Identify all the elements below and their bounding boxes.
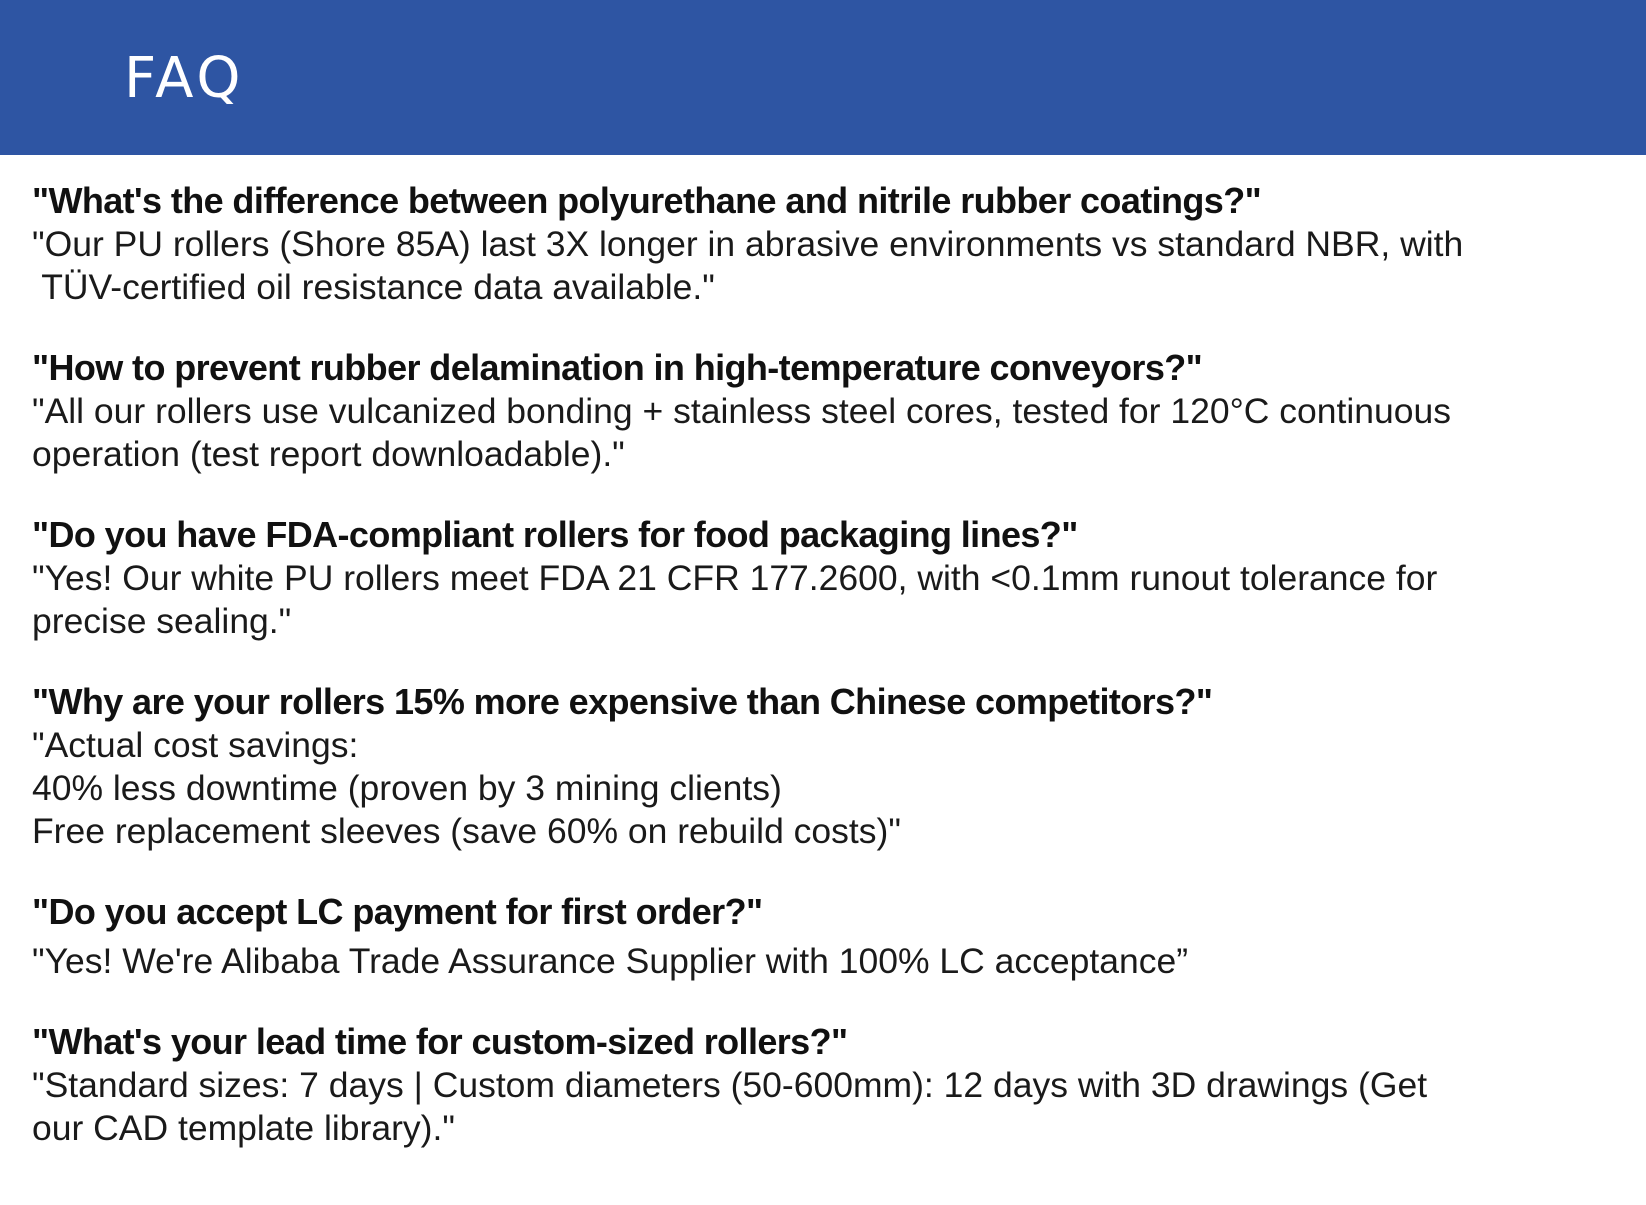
- faq-answer-line: "All our rollers use vulcanized bonding + stainless steel cores, tested for 120°C continuous: [32, 391, 1451, 431]
- faq-item-lc-payment: [32, 889, 1622, 983]
- faq-item-fda-compliance: [32, 512, 1622, 643]
- faq-question: "Do you accept LC payment for first order?": [32, 891, 763, 932]
- faq-answer-line: "Yes! We're Alibaba Trade Assurance Supplier with 100% LC acceptance”: [32, 941, 1189, 981]
- faq-item-pu-vs-nbr: [32, 178, 1622, 309]
- faq-list: [32, 178, 1622, 1186]
- faq-question: "What's your lead time for custom-sized rollers?": [32, 1021, 848, 1062]
- faq-answer-line: 40% less downtime (proven by 3 mining clients): [32, 768, 782, 808]
- faq-answer-line: "Yes! Our white PU rollers meet FDA 21 CFR 177.2600, with <0.1mm runout tolerance for: [32, 558, 1438, 598]
- faq-answer-line: precise sealing.": [32, 601, 292, 641]
- page-title: FAQ: [124, 46, 245, 111]
- faq-answer-line: "Our PU rollers (Shore 85A) last 3X longer in abrasive environments vs standard NBR, with: [32, 224, 1464, 264]
- faq-question: "Do you have FDA-compliant rollers for food packaging lines?": [32, 514, 1078, 555]
- faq-item-pricing: [32, 679, 1622, 853]
- faq-item-lead-time: [32, 1019, 1622, 1150]
- faq-answer-line: "Standard sizes: 7 days | Custom diameters (50-600mm): 12 days with 3D drawings (Get: [32, 1065, 1428, 1105]
- faq-answer-line: "Actual cost savings:: [32, 725, 359, 765]
- faq-item-delamination: [32, 345, 1622, 476]
- faq-answer-line: Free replacement sleeves (save 60% on rebuild costs)": [32, 811, 901, 851]
- faq-answer-line: TÜV-certified oil resistance data available.": [32, 267, 715, 307]
- faq-header-banner: [0, 0, 1646, 155]
- faq-question: "Why are your rollers 15% more expensive than Chinese competitors?": [32, 681, 1213, 722]
- faq-answer-line: our CAD template library).": [32, 1108, 455, 1148]
- faq-answer-line: operation (test report downloadable).": [32, 434, 625, 474]
- faq-question: "What's the difference between polyurethane and nitrile rubber coatings?": [32, 180, 1262, 221]
- faq-question: "How to prevent rubber delamination in high-temperature conveyors?": [32, 347, 1203, 388]
